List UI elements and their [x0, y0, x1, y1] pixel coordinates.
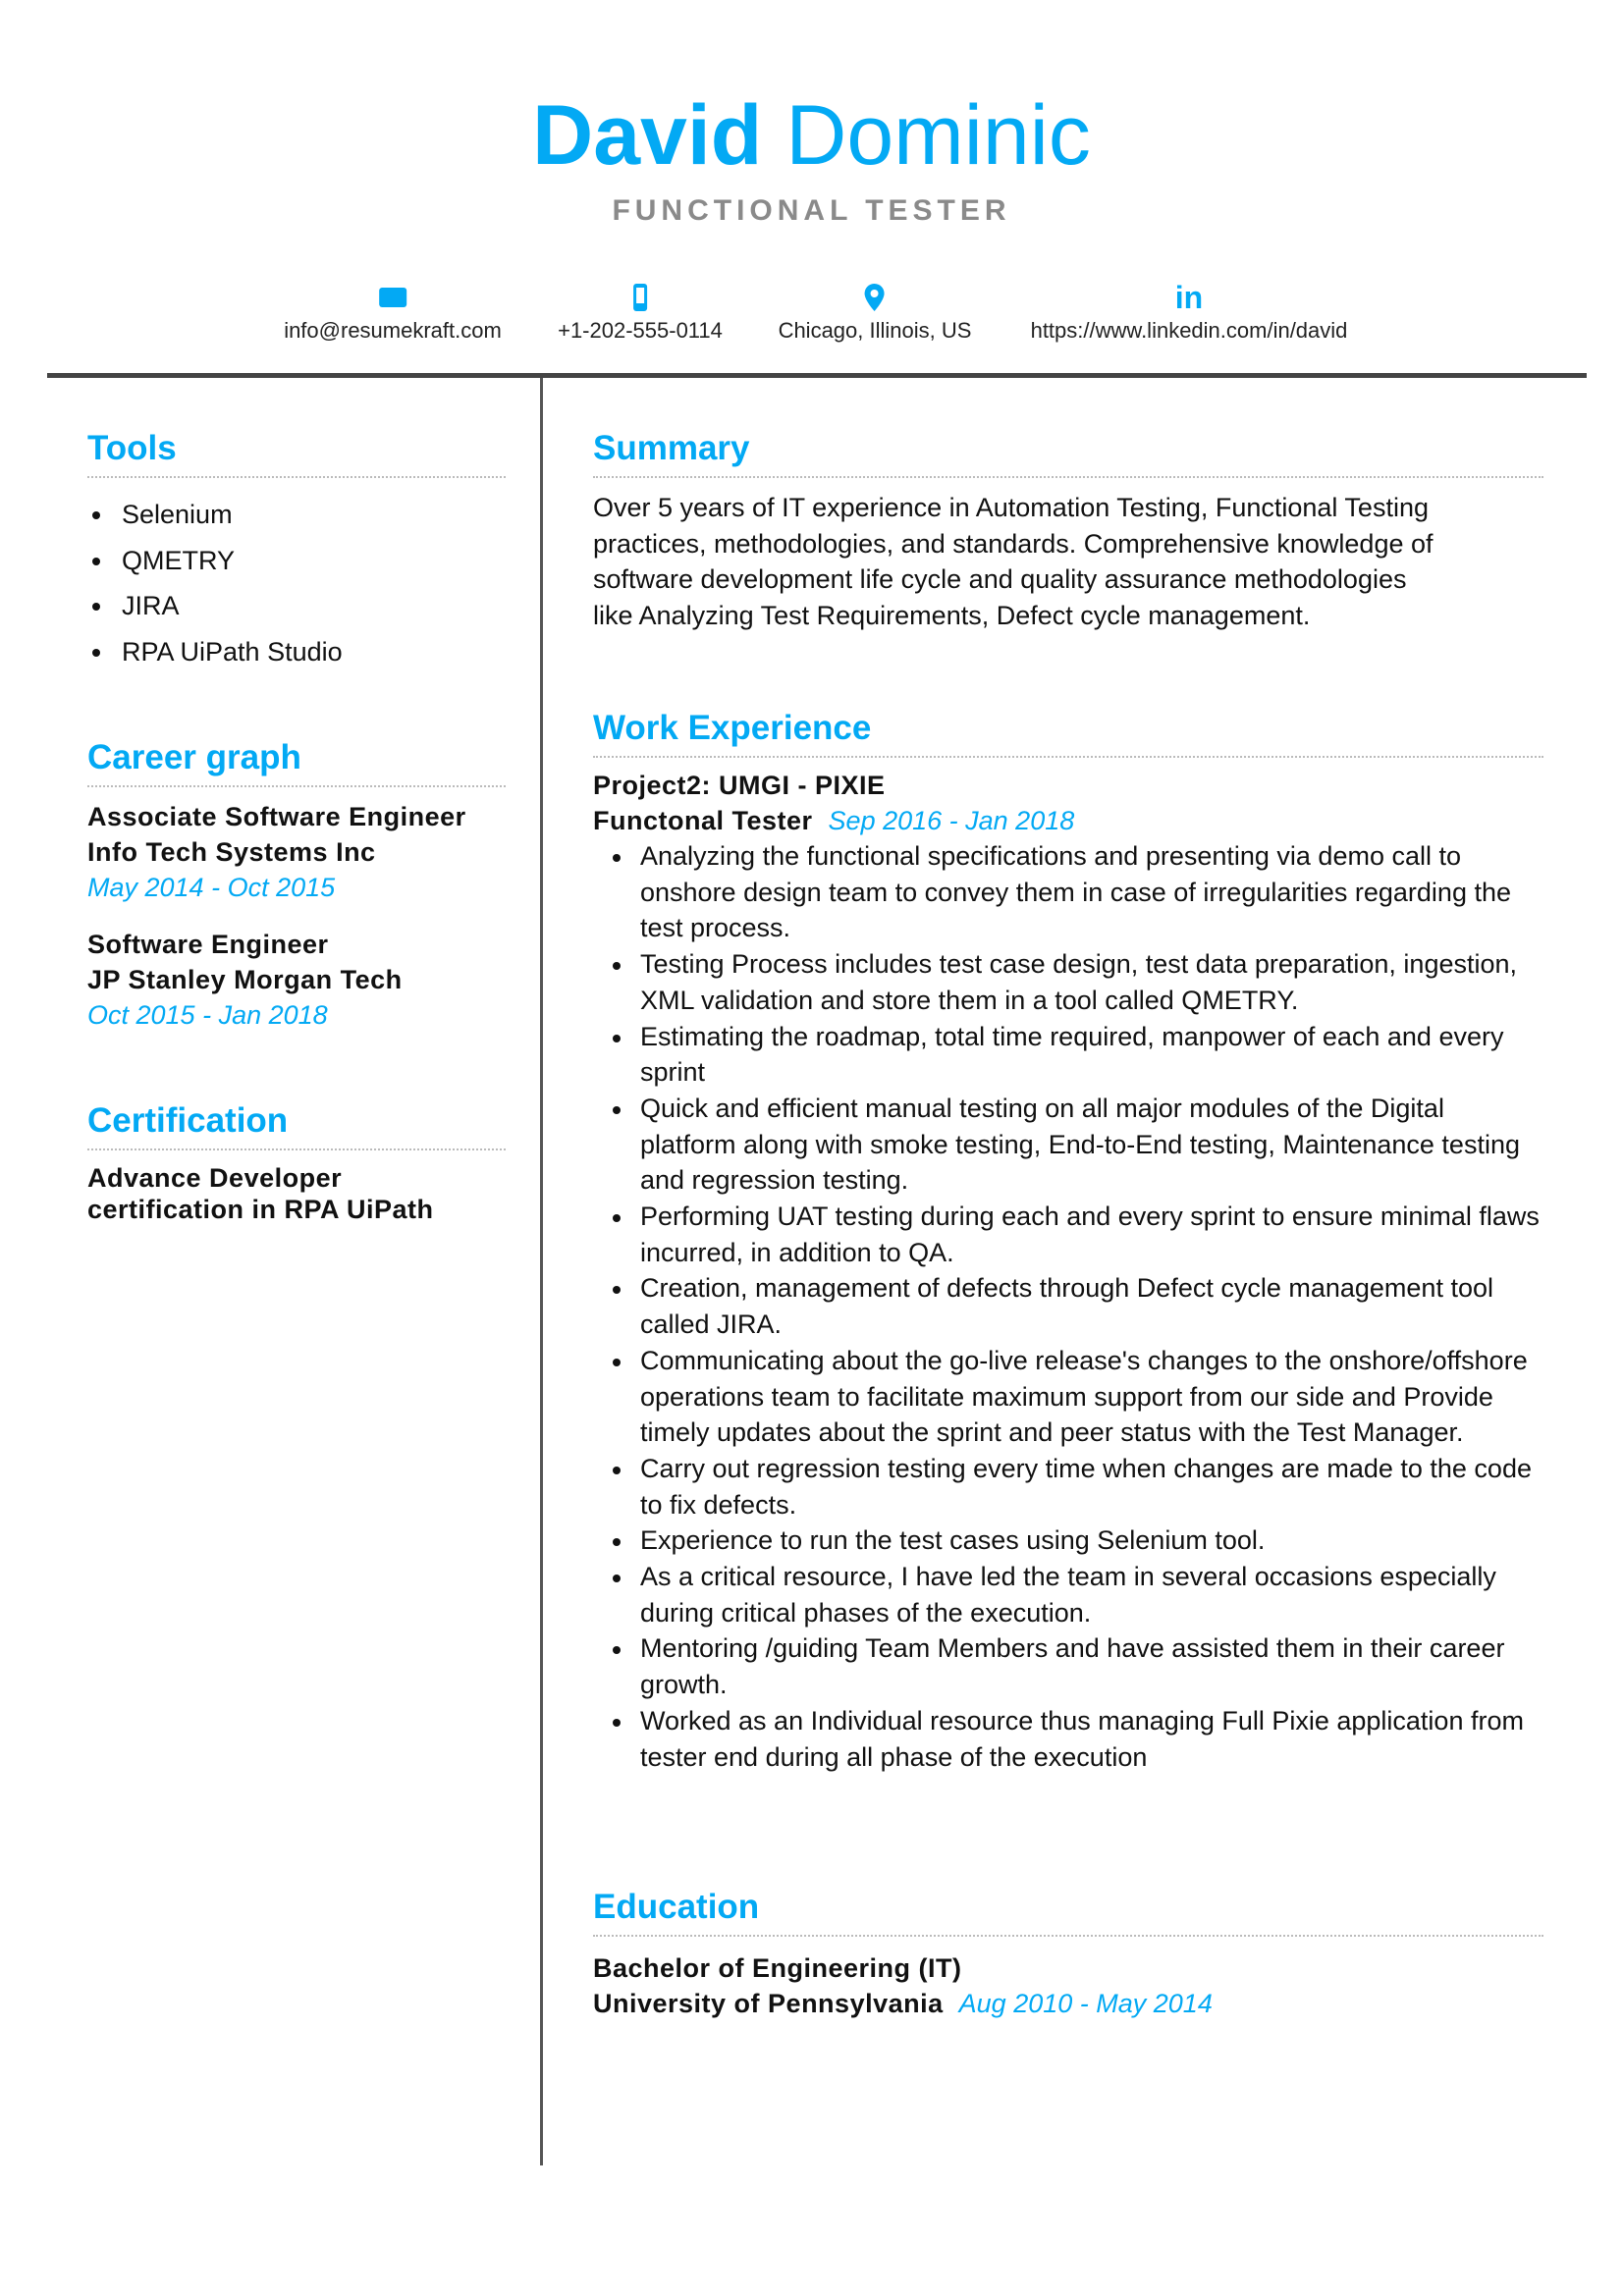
career-item: Associate Software Engineer Info Tech Systems Inc May 2014 - Oct 2015 [87, 802, 466, 902]
list-item: JIRA [87, 583, 506, 629]
location-icon [779, 283, 972, 312]
work-role: Functonal Tester [593, 806, 813, 835]
career-section [87, 738, 506, 1033]
certification-section: Certification Advance Developer certification in RPA UiPath [87, 1101, 506, 1225]
list-item: Selenium [87, 492, 506, 538]
work-bullet: Estimating the roadmap, total time required, manpower of each and every sprint [593, 1019, 1543, 1091]
project-name: Project2: UMGI - PIXIE [593, 771, 886, 800]
work-bullet: Worked as an Individual resource thus managing Full Pixie application from tester end during all phase of the execution [593, 1703, 1543, 1775]
section-heading: Education [593, 1888, 760, 1926]
work-section [593, 709, 1543, 1775]
degree: Bachelor of Engineering (IT) [593, 1953, 962, 1983]
work-dates: Sep 2016 - Jan 2018 [828, 806, 1075, 835]
career-item: Software Engineer JP Stanley Morgan Tech Oct 2015 - Jan 2018 [87, 930, 403, 1030]
divider [593, 476, 1543, 478]
work-bullet: Creation, management of defects through Defect cycle management tool called JIRA. [593, 1270, 1543, 1342]
header-divider [47, 373, 1587, 378]
contact-location: Chicago, Illinois, US [779, 283, 972, 344]
summary-text: Over 5 years of IT experience in Automation Testing, Functional Testing practices, methodologies, and standards. Comprehensive knowledge of software development life cycle and quality assurance methodologies like Analyzing Test Requirements, Defect cycle management. [593, 493, 1434, 631]
education-dates: Aug 2010 - May 2014 [958, 1989, 1213, 2018]
work-bullet: As a critical resource, I have led the team in several occasions especially during critical phases of the execution. [593, 1559, 1543, 1630]
section-heading: Certification [87, 1101, 289, 1140]
candidate-name: David Dominic [532, 88, 1091, 183]
education-section [593, 1888, 1543, 2021]
work-bullet: Mentoring /guiding Team Members and have assisted them in their career growth. [593, 1630, 1543, 1702]
list-item: RPA UiPath Studio [87, 629, 506, 675]
email-icon [284, 283, 502, 312]
tools-section [87, 429, 506, 674]
job-title: FUNCTIONAL TESTER [612, 194, 1011, 227]
work-bullet: Analyzing the functional specifications and presenting via demo call to onshore design team to convey them in case of irregularities regarding the test process. [593, 838, 1543, 946]
list-item: QMETRY [87, 538, 506, 584]
linkedin-icon: in [1174, 280, 1204, 315]
divider [87, 1148, 506, 1150]
contact-email[interactable]: info@resumekraft.com [284, 283, 502, 344]
column-divider [540, 378, 543, 2165]
work-bullet: Testing Process includes test case design, test data preparation, ingestion, XML validation and store them in a tool called QMETRY. [593, 946, 1543, 1018]
section-heading: Career graph [87, 738, 301, 776]
section-heading: Summary [593, 429, 750, 467]
work-bullet: Carry out regression testing every time when changes are made to the code to fix defects. [593, 1451, 1543, 1522]
school: University of Pennsylvania [593, 1989, 944, 2018]
work-bullet: Quick and efficient manual testing on all major modules of the Digital platform along with smoke testing, End-to-End testing, Maintenance testing and regression testing. [593, 1091, 1543, 1199]
work-bullet: Experience to run the test cases using Selenium tool. [593, 1522, 1543, 1559]
divider [593, 756, 1543, 758]
contact-phone[interactable]: +1-202-555-0114 [558, 283, 723, 344]
summary-section [593, 429, 1543, 634]
contact-linkedin[interactable]: in https://www.linkedin.com/in/david [1030, 280, 1348, 343]
work-bullet: Communicating about the go-live release's changes to the onshore/offshore operations team to facilitate maximum support from our side and Provide timely updates about the sprint and peer status with the Test Manager. [593, 1343, 1543, 1451]
work-bullet: Performing UAT testing during each and every sprint to ensure minimal flaws incurred, in addition to QA. [593, 1199, 1543, 1270]
section-heading: Tools [87, 429, 177, 467]
phone-icon [558, 283, 723, 312]
divider [87, 785, 506, 787]
divider [593, 1935, 1543, 1937]
section-heading: Work Experience [593, 709, 872, 747]
divider [87, 476, 506, 478]
